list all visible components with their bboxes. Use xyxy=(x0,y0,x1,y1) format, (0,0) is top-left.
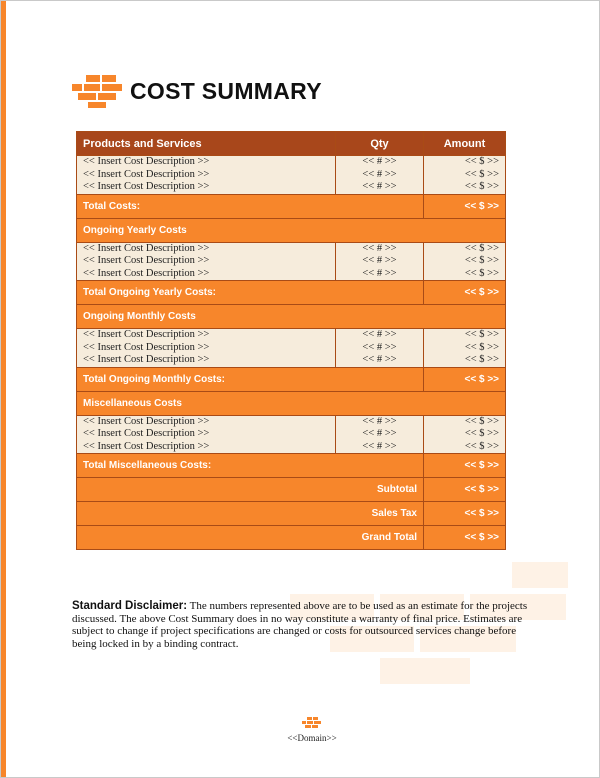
item-qty[interactable]: << # >> xyxy=(362,341,397,353)
item-quantities xyxy=(336,242,424,281)
item-amounts xyxy=(424,242,506,281)
total-value[interactable]: << $ >> xyxy=(424,454,506,478)
item-description[interactable]: << Insert Cost Description >> xyxy=(83,255,210,266)
grand-total-value[interactable]: << $ >> xyxy=(424,526,506,550)
grand-total-label: Grand Total xyxy=(77,526,424,550)
item-descriptions xyxy=(77,329,336,368)
item-description[interactable]: << Insert Cost Description >> xyxy=(83,242,210,254)
item-amount[interactable]: << $ >> xyxy=(464,181,499,192)
item-qty[interactable]: << # >> xyxy=(362,428,397,439)
column-header-qty: Qty xyxy=(336,132,424,156)
item-qty[interactable]: << # >> xyxy=(362,168,397,180)
item-description[interactable]: << Insert Cost Description >> xyxy=(83,415,210,427)
item-amount[interactable]: << $ >> xyxy=(464,440,499,452)
item-amounts xyxy=(424,156,506,195)
table-header-row xyxy=(77,132,506,156)
table-row xyxy=(77,415,506,454)
section-heading-row xyxy=(77,218,506,242)
item-amount[interactable]: << $ >> xyxy=(464,255,499,266)
item-amount[interactable]: << $ >> xyxy=(464,242,499,254)
disclaimer-label: Standard Disclaimer: xyxy=(72,600,188,612)
total-row xyxy=(77,454,506,478)
subtotal-label: Subtotal xyxy=(77,478,424,502)
item-descriptions xyxy=(77,415,336,454)
item-description[interactable]: << Insert Cost Description >> xyxy=(83,156,210,167)
cost-summary-table xyxy=(76,131,506,550)
sales-tax-label: Sales Tax xyxy=(77,502,424,526)
item-amount[interactable]: << $ >> xyxy=(464,168,499,180)
disclaimer-text: The numbers represented above are to be used as an estimate for the projects discussed. The above Cost Summary does in no way constitute a warranty of final price. Estimates are subject to change if project specifications are changed or costs for outsourced services change before being locked in by a binding contract. xyxy=(72,600,528,650)
item-amount[interactable]: << $ >> xyxy=(464,415,499,427)
item-qty[interactable]: << # >> xyxy=(362,242,397,254)
grand-total-row xyxy=(77,526,506,550)
column-header-description: Products and Services xyxy=(77,132,336,156)
item-qty[interactable]: << # >> xyxy=(362,267,397,279)
item-qty[interactable]: << # >> xyxy=(362,415,397,427)
sales-tax-row xyxy=(77,502,506,526)
table-row xyxy=(77,242,506,281)
table-row xyxy=(77,156,506,195)
total-row xyxy=(77,281,506,305)
page-title: COST SUMMARY xyxy=(130,77,322,104)
item-description[interactable]: << Insert Cost Description >> xyxy=(83,267,210,279)
total-value[interactable]: << $ >> xyxy=(424,367,506,391)
item-qty[interactable]: << # >> xyxy=(362,354,397,365)
item-descriptions xyxy=(77,156,336,195)
section-heading: Ongoing Monthly Costs xyxy=(77,305,506,329)
item-description[interactable]: << Insert Cost Description >> xyxy=(83,181,210,192)
item-descriptions xyxy=(77,242,336,281)
item-description[interactable]: << Insert Cost Description >> xyxy=(83,440,210,452)
item-qty[interactable]: << # >> xyxy=(362,440,397,452)
item-description[interactable]: << Insert Cost Description >> xyxy=(83,168,210,180)
table-row xyxy=(77,329,506,368)
total-value[interactable]: << $ >> xyxy=(424,194,506,218)
item-amounts xyxy=(424,329,506,368)
item-quantities xyxy=(336,415,424,454)
item-description[interactable]: << Insert Cost Description >> xyxy=(83,341,210,353)
total-value[interactable]: << $ >> xyxy=(424,281,506,305)
item-amount[interactable]: << $ >> xyxy=(464,267,499,279)
total-label: Total Costs: xyxy=(77,194,424,218)
left-accent-stripe xyxy=(0,0,6,778)
subtotal-row xyxy=(77,478,506,502)
item-description[interactable]: << Insert Cost Description >> xyxy=(83,329,210,340)
section-heading: Miscellaneous Costs xyxy=(77,391,506,415)
total-label: Total Ongoing Yearly Costs: xyxy=(77,281,424,305)
item-qty[interactable]: << # >> xyxy=(362,181,397,192)
total-row xyxy=(77,194,506,218)
footer-domain[interactable]: <<Domain>> xyxy=(287,733,337,743)
item-amount[interactable]: << $ >> xyxy=(464,341,499,353)
item-amounts xyxy=(424,415,506,454)
sales-tax-value[interactable]: << $ >> xyxy=(424,502,506,526)
disclaimer xyxy=(72,600,532,650)
item-description[interactable]: << Insert Cost Description >> xyxy=(83,354,210,365)
subtotal-value[interactable]: << $ >> xyxy=(424,478,506,502)
bricks-icon xyxy=(72,74,124,108)
item-quantities xyxy=(336,329,424,368)
item-qty[interactable]: << # >> xyxy=(362,255,397,266)
document-header xyxy=(72,74,322,108)
section-heading: Ongoing Yearly Costs xyxy=(77,218,506,242)
total-label: Total Miscellaneous Costs: xyxy=(77,454,424,478)
item-description[interactable]: << Insert Cost Description >> xyxy=(83,428,210,439)
bricks-icon xyxy=(302,717,322,730)
section-heading-row xyxy=(77,305,506,329)
section-heading-row xyxy=(77,391,506,415)
total-label: Total Ongoing Monthly Costs: xyxy=(77,367,424,391)
item-quantities xyxy=(336,156,424,195)
item-qty[interactable]: << # >> xyxy=(362,156,397,167)
item-amount[interactable]: << $ >> xyxy=(464,354,499,365)
item-amount[interactable]: << $ >> xyxy=(464,329,499,340)
column-header-amount: Amount xyxy=(424,132,506,156)
item-amount[interactable]: << $ >> xyxy=(464,156,499,167)
total-row xyxy=(77,367,506,391)
item-qty[interactable]: << # >> xyxy=(362,329,397,340)
item-amount[interactable]: << $ >> xyxy=(464,428,499,439)
